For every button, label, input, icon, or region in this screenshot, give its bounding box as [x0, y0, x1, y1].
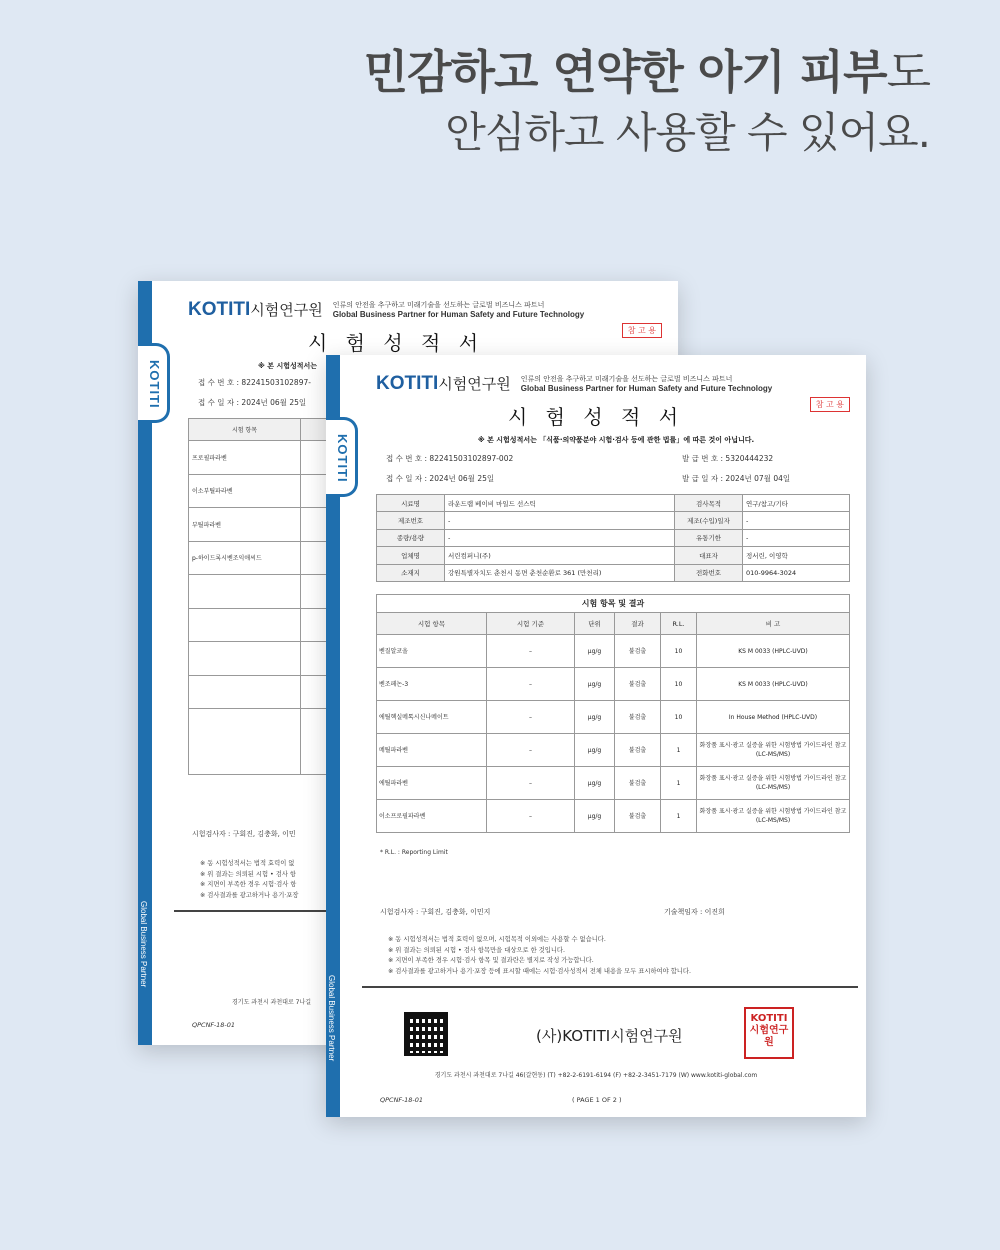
side-note: Global Business Partner — [327, 975, 336, 1062]
qr-code-icon — [404, 1012, 448, 1056]
col-header: R.L. — [661, 613, 697, 635]
page-number: ( PAGE 1 OF 2 ) — [572, 1096, 622, 1104]
table-row: 제조번호 - 제조(수입)일자 - — [377, 512, 850, 529]
table-row: 메틸파라벤 – μg/g 불검출 1 화장품 표시·광고 실증을 위한 시험방법 가이드라인 참고 (LC-MS/MS) — [377, 734, 850, 767]
inspector: 시험검사자 : 구회진, 김충화, 이민지 — [380, 908, 491, 916]
table-row: p-하이드록시벤조익애씨드 — [189, 541, 678, 575]
col-header: 비 고 — [697, 613, 850, 635]
issue-number: 발 급 번 호 : 5320444232 — [682, 454, 774, 463]
document-title: 시 험 성 적 서 — [308, 331, 485, 355]
sample-info-table — [376, 494, 850, 582]
front-certificate — [326, 355, 866, 1117]
form-code: QPCNF-18-01 — [192, 1021, 236, 1029]
headline-bold: 민감하고 연약한 아기 피부 — [363, 45, 887, 99]
kotiti-logo: KOTITI시험연구원 — [188, 299, 323, 320]
receipt-date: 접 수 일 자 : 2024년 06월 25일 — [198, 398, 307, 407]
headline-line-1 — [364, 36, 930, 102]
official-seal-icon: KOTITI 시험연구원 — [744, 1007, 794, 1059]
reference-stamp: 참 고 용 — [810, 397, 850, 412]
address: 경기도 과천시 과천대로 7나길 46(갈현동) (T) +82-2-6191-6194 (F) +82-2-3451-7179 (W) www.kotiti-global.com — [434, 1072, 758, 1079]
table-row: 에틸헥실메톡시신나메이트 – μg/g 불검출 10 In House Method (HPLC-UVD) — [377, 701, 850, 734]
table-row: 부틸파라벤 — [189, 508, 678, 542]
table-row: 시료명 라운드랩 베이비 마일드 선스틱 검사목적 연구/참고/기타 — [377, 495, 850, 512]
organization-name: (사)KOTITI시험연구원 — [536, 1027, 683, 1045]
reference-stamp: 참 고 용 — [622, 323, 662, 338]
brand-header — [188, 299, 584, 321]
notice: ※ 본 시험성적서는 「식품·의약품분야 시험·검사 등에 관한 법률」에 따른 것이 아닙니다. — [477, 436, 755, 444]
document-title: 시 험 성 적 서 — [507, 405, 685, 429]
table-row: 이소부틸파라벤 — [189, 474, 678, 508]
side-tab-text: KOTITI — [335, 434, 350, 483]
col-header: 시험 항목 — [189, 419, 301, 441]
table-row: 이소프로필파라벤 – μg/g 불검출 1 화장품 표시·광고 실증을 위한 시험방법 가이드라인 참고 (LC-MS/MS) — [377, 800, 850, 833]
receipt-date: 접 수 일 자 : 2024년 06월 25일 — [386, 474, 495, 483]
side-tab — [138, 343, 170, 423]
table-row: 에틸파라벤 – μg/g 불검출 1 화장품 표시·광고 실증을 위한 시험방법 가이드라인 참고 (LC-MS/MS) — [377, 767, 850, 800]
issue-date: 발 급 일 자 : 2024년 07월 04일 — [682, 474, 791, 483]
headline-line-2: 안심하고 사용할 수 있어요. — [445, 108, 930, 157]
brand-tagline: 인류의 안전을 추구하고 미래기술을 선도하는 글로벌 비즈니스 파트너 Global Business Partner for Human Safety and Future Technology — [520, 375, 773, 393]
col-header: 결과 — [615, 613, 661, 635]
results-title: 시험 항목 및 결과 — [376, 594, 850, 612]
headline-light: 도 — [886, 45, 930, 99]
side-note: Global Business Partner — [139, 901, 148, 988]
notes: ※ 동 시험성적서는 법적 효력이 없으며, 시험목적 이외에는 사용할 수 없습니다. ※ 위 결과는 의뢰된 시험 • 검사 항목만을 대상으로 한 것입니다. ※ 지면이 부족한 경우 시험·검사 항목 및 결과란은 별지로 작성 가능합니다. ※ 검사결과를 광고하거나 용기·포장 등에 표시할 때에는 시험·검사성적서 전체 내용을 모두 표시하여야 합니다. — [388, 936, 691, 975]
col-header: 시험 항목 — [377, 613, 487, 635]
receipt-number: 접 수 번 호 : 82241503102897-002 — [386, 454, 514, 463]
table-row: 벤질알코올 – μg/g 불검출 10 KS M 0033 (HPLC-UVD) — [377, 635, 850, 668]
notes: ※ 동 시험성적서는 법적 효력이 없 ※ 위 결과는 의뢰된 시험 • 검사 항 ※ 지면이 부족한 경우 시험·검사 항 ※ 검사결과를 광고하거나 용기·포장 — [200, 860, 299, 899]
col-header: 시험 기준 — [487, 613, 575, 635]
table-row: 벤조페논-3 – μg/g 불검출 10 KS M 0033 (HPLC-UVD) — [377, 668, 850, 701]
receipt-number: 접 수 번 호 : 82241503102897- — [198, 378, 311, 387]
table-row: 업체명 서린컴퍼니(주) 대표자 정서린, 이영학 — [377, 547, 850, 564]
table-row: 종량/용량 - 유통기한 - — [377, 529, 850, 546]
kotiti-logo: KOTITI시험연구원 — [376, 373, 511, 394]
table-row: 프로필파라벤 — [189, 441, 678, 475]
table-row: 소재지 강원특별자치도 춘천시 동면 춘천순환로 361 (만천리) 전화번호 010-9964-3024 — [377, 564, 850, 581]
col-header: 단위 — [575, 613, 615, 635]
rl-note: * R.L. : Reporting Limit — [380, 849, 448, 856]
address: 경기도 과천시 과천대로 7나길 — [232, 999, 312, 1006]
results-table — [376, 612, 850, 833]
brand-header — [376, 373, 772, 395]
notice: ※ 본 시험성적서는 — [258, 362, 318, 370]
inspector: 시험검사자 : 구회진, 김충화, 이민 — [192, 830, 296, 838]
brand-tagline: 인류의 안전을 추구하고 미래기술을 선도하는 글로벌 비즈니스 파트너 Global Business Partner for Human Safety and Future Technology — [332, 301, 585, 319]
technical-manager: 기술책임자 : 이진희 — [664, 908, 725, 916]
divider — [362, 986, 858, 988]
form-code: QPCNF-18-01 — [380, 1096, 424, 1104]
side-tab-text: KOTITI — [147, 360, 162, 409]
